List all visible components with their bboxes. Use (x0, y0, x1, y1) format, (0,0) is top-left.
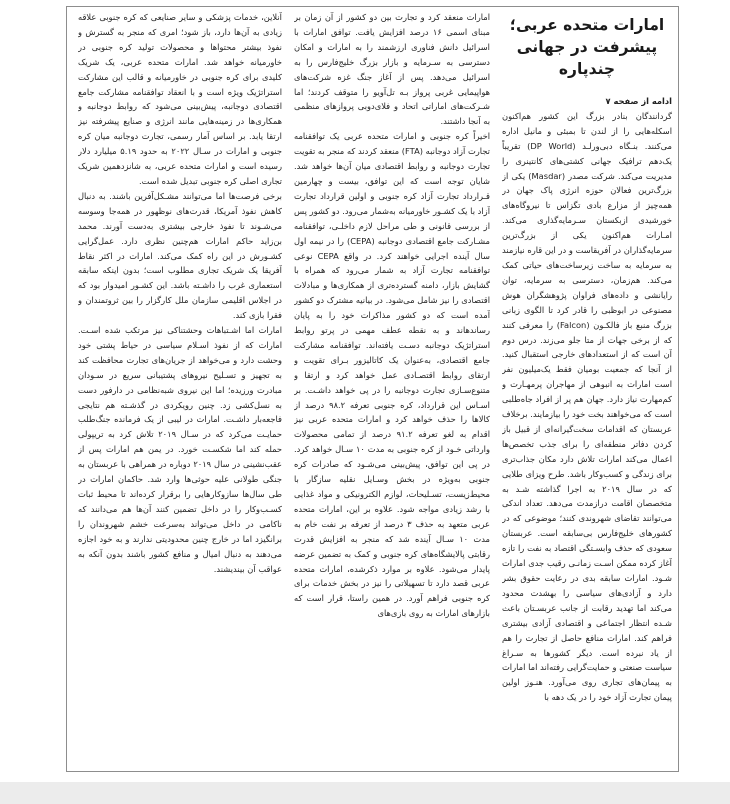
middle-column-paragraph-2: اخیراً کره جنوبی و امارات متحده عربی یک توافقنامه تجارت آزاد دوجانبه (FTA) منعقد کردند که منجر به تقویت تجارت دوجانبه و روابط اقتصادی میان آن‌ها خواهد شد. شایان توجه است که این توافق، بیست و چهارمین قـرارداد تجارت آزاد کره جنوبی و اولین قرارداد تجارت آزاد با یک کشـور خاورمیانه به‌شمار می‌رود. دو کشور پس از بررسی قانونی و طی مراحل لازم داخلـی، توافقنامه مشـارکت جامع اقتصادی دوجانبه (CEPA) را در نیمه اول سال آینده اجرایی خواهند کرد. در واقع CEPA نوعی توافقنامه تجارت آزاد به شمار می‌رود که همراه با گشایش بازار، دامنه گسترده‌تری از همکاری‌ها و مبادلات اقتصادی را نیز شامل می‌شود. در بیانیه مشترک دو کشور آمده است که دو کشور مذاکرات خود را به پایان رساندهاند و به نقطه عطف مهمی در پرتو روابط استراتژیک دوجانبه دسـت یافته‌اند. توافقنامه مشارکت جامع اقتصادی، به‌عنوان یک کاتالیزور بـرای تقویت و ارتقای روابط اقتصـادی عمل خواهد کرد و ارتقا و متنوع‌سـازی تجارت دوجانبه را در پی خواهد داشـت. بر اسـاس این قرارداد، کره جنوبی تعرفه ۹۸.۲ درصد از کالاها را حذف خواهد کرد و امارات متحده عربی نیز اقدام به لغو تعرفه ۹۱.۲ درصد از تمامی محصولات وارداتی خـود از کره جنوبی به مدت ۱۰ سـال خواهد کرد. در پی این توافق، پیش‌بینی می‌شـود که صادرات کره جنوبی به‌ویژه در بخش وسـایل نقلیه سازگار با محیط‌زیست، تسـلیحات، لوازم الکترونیکی و مواد غذایی با رشد زیادی مواجه شود. علاوه بر این، امارات متحده عربی متعهد به حذف ۳ درصد از تعرفه بر نفت خام به مدت ۱۰ سـال آینده شد که منجر به افزایش قدرت رقابتی پالایشگاه‌های کره جنوبی و کمک به تضمین عرضه پایدار می‌شود. علاوه بر موارد ذکرشده، امارات متحده عربی قصد دارد تا تسهیلاتی را نیز در بخش خدمات برای کره جنوبی فراهم آورد. در همین راستا، قرار است که بازارهای امارات به روی بازی‌های (294, 131, 490, 619)
left-column-paragraph-3: امارات اما اشـتباهات وحشتناکی نیز مرتکب شده اسـت. امارات که از نفوذ اسـلام سیاسی در حیاط پشتی خود وحشت دارد و می‌خواهد از جریان‌های تجارت محافظت کند به تجهیز و تسـلیح نیروهای پشتیبانی سریع در سـودان مبادرت ورزیده؛ اما این نیروی شبه‌نظامی در دارفور دست به نسل‌کشی زد. چنین رویکردی در گذشـته هم نتایجی فاجعه‌بار داشـت. امارات در لیبی از یک فرمانده جنگ‌طلب حمایـت می‌کرد که در سـال ۲۰۱۹ تلاش کرد به تریپولی حمله کند اما شکسـت خورد. در یمن هم امارات پس از عقب‌نشینی در سال ۲۰۱۹ دوباره در همراهی با عربستان به جنگی طولانی علیه حوثی‌ها وارد شد. حاکمان امارات در طی سال‌ها سازوکارهایی را برقرار کرده‌اند تا محیط ثبات کسـب‌وکار را در داخل تضمین کنند آن‌ها هم می‌دانند که ناکامی در داخل می‌تواند به‌سرعت خشم شهروندان را برانگیزد اما در خارج چنین محدودیتی ندارند و به خود اجازه می‌دهند به دنبال امیال و منافع کشور باشند بدون آنکه به عواقب آن بیندیشند. (78, 325, 282, 574)
article-column-middle (294, 10, 490, 770)
article-title (502, 14, 672, 80)
article-column-right (502, 10, 672, 770)
article-column-left (78, 10, 282, 770)
newspaper-page (66, 6, 681, 776)
middle-column-paragraph-1: امارات منعقد کرد و تجارت بین دو کشور از آن زمان بر مبنای اسمی ۱۶ درصد افزایش یافت. توافق امارات با اسرائیل دانش فناوری ارزشمند را به امارات و امکان دسترسی به سـرمایه و بازار بزرگ خلیج‌فارس را به اسرائیل می‌دهد. پس از آغاز جنگ غزه شرکت‌های هواپیمایی غربی پرواز بـه تل‌آویو را متوقف کردند؛ اما شـرکت‌های اماراتی اتحاد و فلای‌دوبی پروازهای منظمی به آنجا داشتند. (294, 12, 490, 127)
right-column-paragraph: گردانندگان بنادر بزرگ این کشور هم‌اکنون اسکله‌هایی را از لندن تا بمبئی و مانیل اداره می‌کنند. بنـگاه دبی‌ورلـد (DP World) تقریباً یک‌دهم ترافیک جهانی کشتی‌های کانتینری را مدیریت می‌کند. شرکت مصدر (Masdar) یکی از بزرگ‌ترین فعالان حوزه انرژی پاک جهان در همه‌چیز از مزارع بادی تگزاس تا نیروگاه‌های خورشیدی ازبکستان سـرمایه‌گذاری می‌کند. امـارات هم‌اکنون یکی از بزرگ‌ترین سرمایه‌گذاران در آفریقاست و در این قاره نیازمند به سرمایه به ساخت زیرساخت‌های حیاتی کمک می‌کند. هم‌زمان، دسترسی به سرمایه، توان رایانشی و داده‌های فراوان پژوهشگران هوش مصنوعی در ابوظبی را قادر کرد تا الگوی زبانی بزرگ منبع باز فالکـون (Falcon) را معرفی کنند که از برخی جهات از متا جلو می‌زند. درس دوم آن است که از استعدادهای خارجی استقبال کنید. از آنجا که جمعیت بومیان فقط یک‌میلیون نفر است امارات به انبوهی از مهاجران پرمهـارت و کم‌مهارت نیاز دارد. جهان هم پر از افراد جاه‌طلبی است که می‌خواهند بخت خود را بیازمایند. برخلاف عربستان که اقدامات سخت‌گیرانه‌ای از قبیل باز کردن دفاتر منطقه‌ای را برای جذب تخصص‌ها اعمال می‌کند امارات تلاش دارد مکان جذاب‌تری برای زندگی و کسب‌وکار باشد. طرح ویزای طلایی که در سال ۲۰۱۹ به اجرا گذاشته شـد به متخصصان اقامت درازمدت می‌دهد. تعداد اندکی می‌توانند تقاضای شهروندی کنند؛ موضوعی که در کشورهای خلیج‌فارس بی‌سابقه است. عربستان سعودی که حذف وابسـتگی اقتصاد به نفت را تازه آغاز کرده ممکن اسـت زمانـی رقیب جدی امارات شـود. امارات سابقه بدی در رعایت حقوق بشر دارد و آزادی‌های سیاسی را بهشدت محدود می‌کند اما تهدید رقابت از جانب عربسـتان باعث شـده انتظار اجتماعی و اقتصادی آزادی بیشتری فراهم کند. امارات منافع حاصل از تجارت را هم از یاد نبرده است. دیگر کشورها به سـراغ سیاست صنعتی و حمایت‌گرایی رفته‌اند اما امارات به پیمان‌های تجاری روی می‌آورد. هنـوز اولین پیمان تجارت آزاد خود را در یک دهه با (502, 110, 672, 703)
left-column-paragraph-1: آنلاین، خدمات پزشکی و سایر صنایعی که کره جنوبی علاقه زیادی به آن‌ها دارد، باز شود؛ امری که منجر به گسترش و نفوذ بیشتر محتواها و محصولات تولید کره جنوبی در خاورمیانه خواهد شد. امارات متحده عربی، یک شریک کلیدی برای کره جنوبی در خاورمیانه و قالب این مشارکت استراتژیک ویژه است و با انعقاد توافقنامه مشارکت جامع اقتصادی دوجانبه، پیش‌بینی می‌شود که روابط دوجانبه و همکاری‌ها در زمینه‌هایی مانند انرژی و صنایع پیشرفته نیز ارتقا یابد. بر اساس آمار رسمی، تجارت دوجانبه میان کره جنوبی و امارات در سـال ۲۰۲۲ به حدود ۵.۱۹ میلیارد دلار رسیده است و امارات متحده عربی، به شانزدهمین شریک تجاری اصلی کره جنوبی تبدیل شده است. (78, 12, 282, 186)
article-title-line1: امارات متحده عربی؛ (509, 16, 665, 34)
article-title-line2: پیشرفت در جهانی چندپاره (516, 38, 658, 78)
left-column-paragraph-2: برخی فرصت‌ها اما می‌توانند مشـکل‌آفرین باشند. به دنبال کاهش نفوذ آمریکا، قدرت‌های نوظهور در همه‌جا وسوسه می‌شـوند تا نفوذ خارجی بیشتری به‌دست آورند. محمد بن‌زاید حاکم امارات هم‌چنین نظری دارد. عمل‌گرایی کشـورش در این راه کمک می‌کند. امارات در اکثر نقاط آفریقا یک شریک تجاری مطلوب است؛ بدون اینکه سابقه استعماری غرب را داشـته باشد. این کشـور امیدوار بود که در اجلاس اقلیمی سازمان ملل کارگزار را بین ثروتمندان و فقرا بازی کند. (78, 190, 282, 321)
continued-from-label: ادامه از صفحه ۷ (605, 96, 672, 106)
bottom-gray-band (0, 782, 730, 804)
